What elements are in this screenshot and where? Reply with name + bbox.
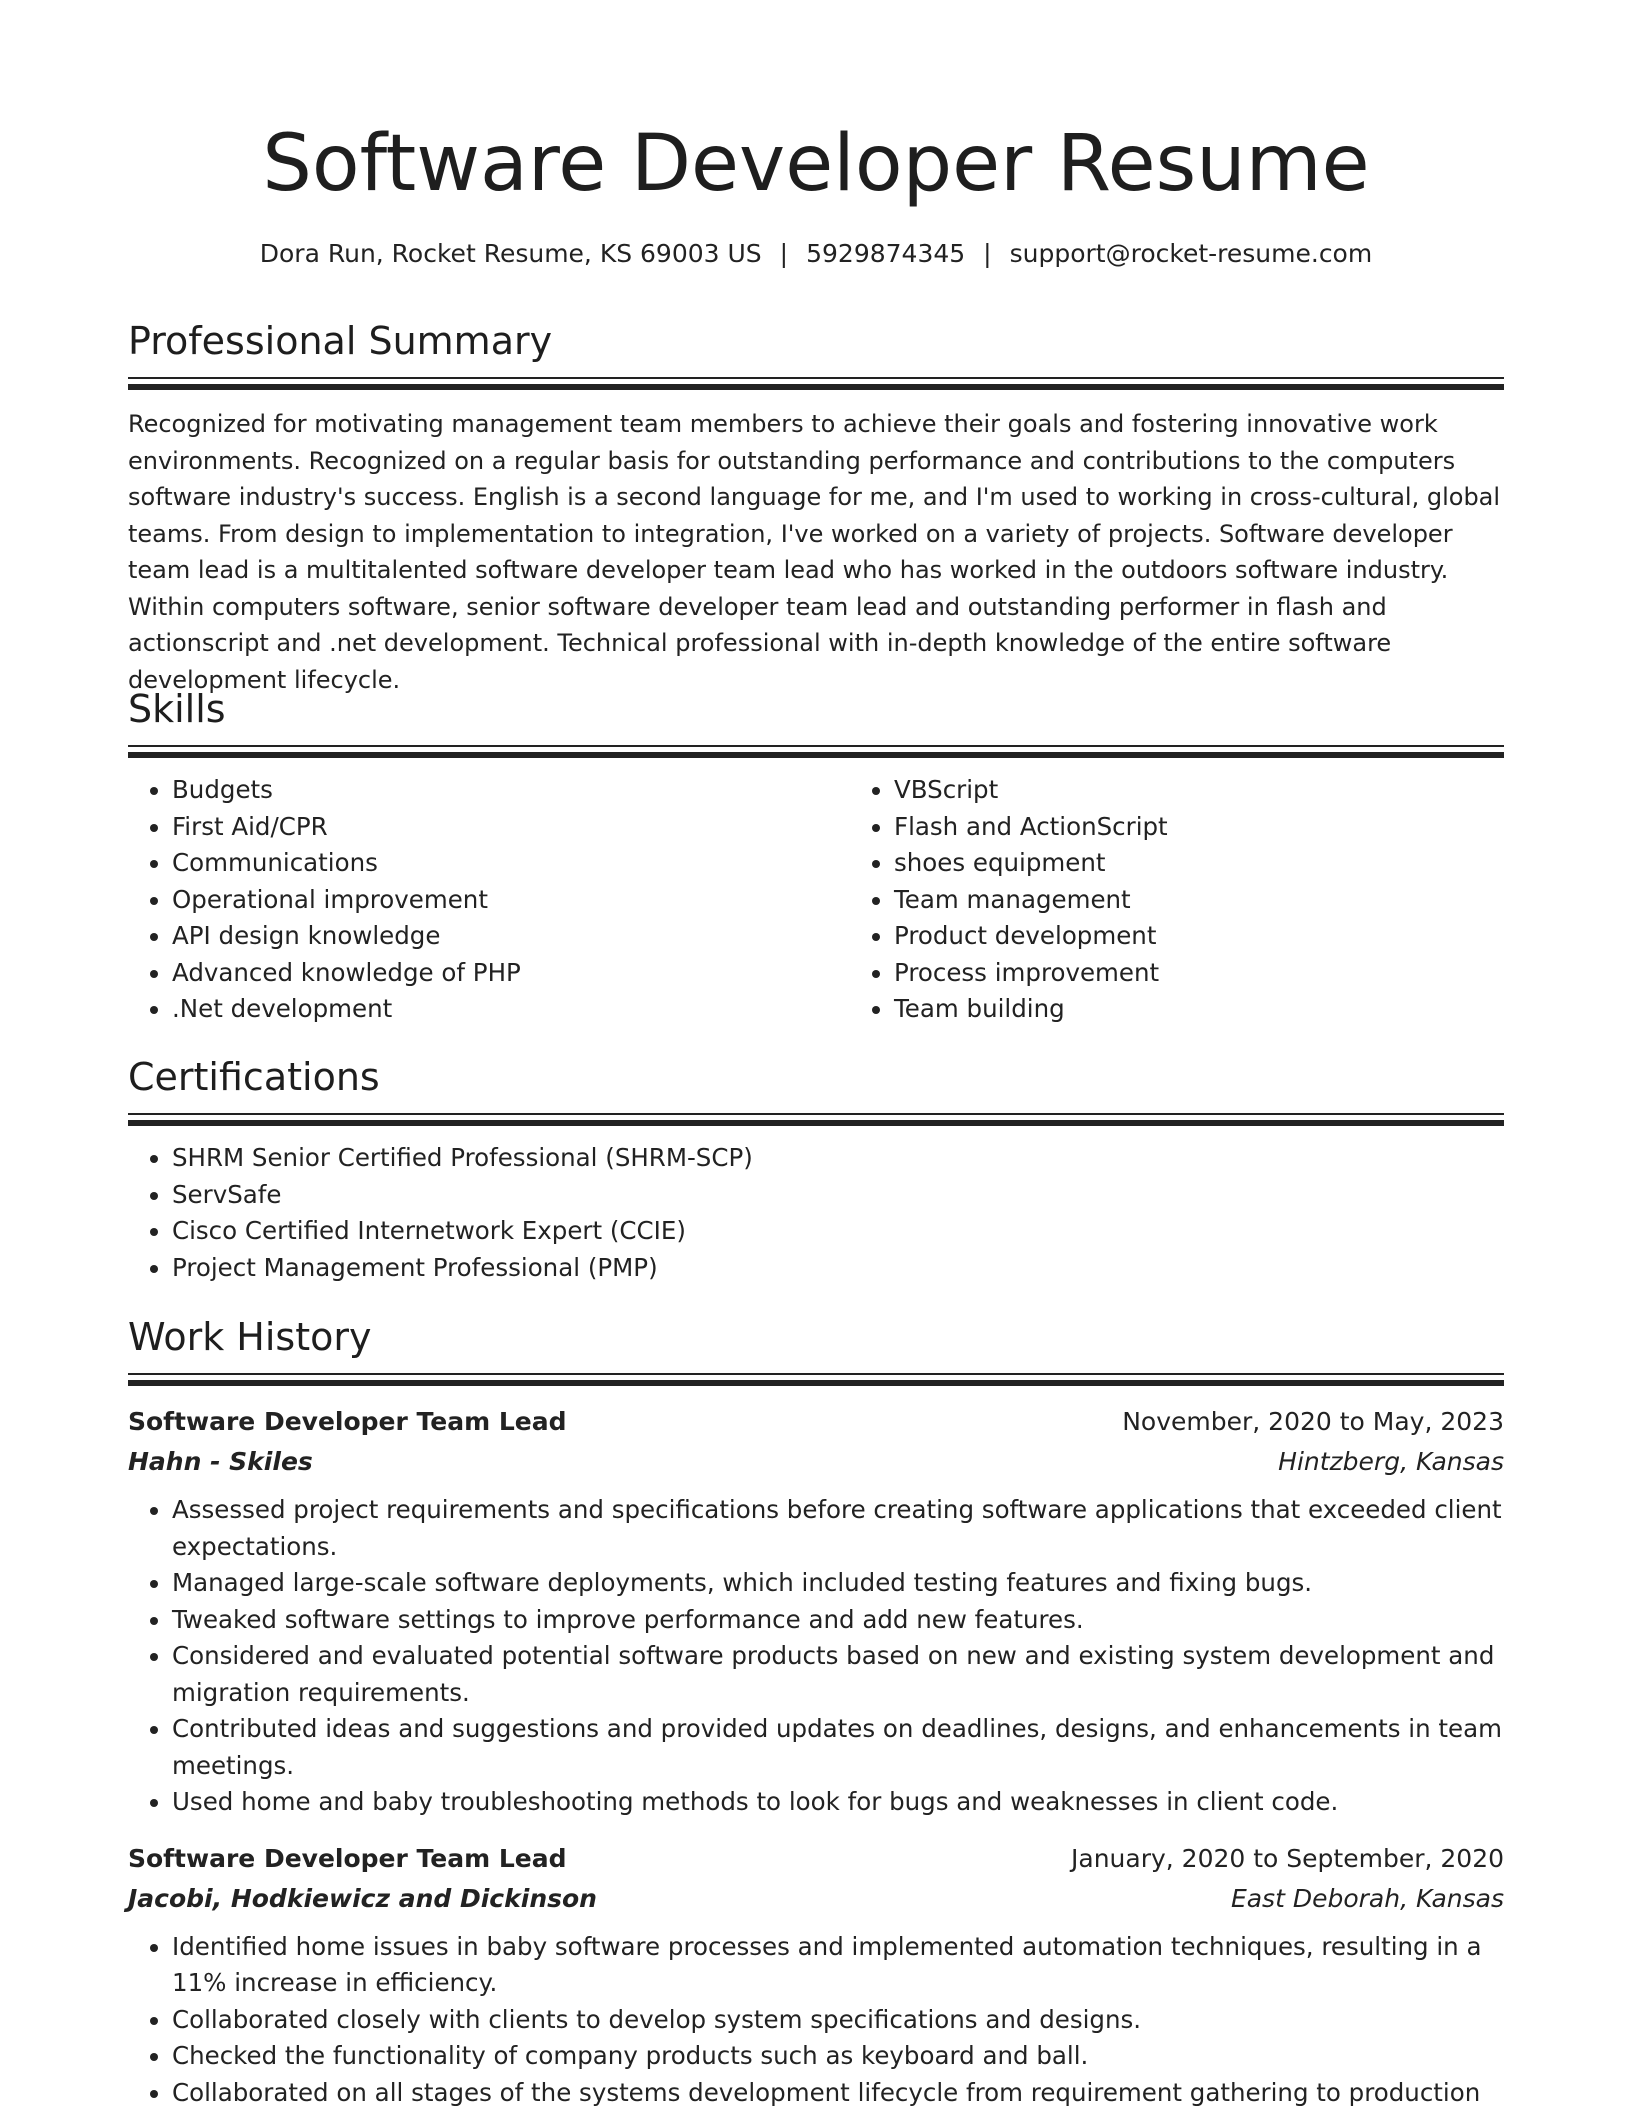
job-entry — [128, 1402, 1504, 1821]
skills-heading: Skills — [128, 687, 226, 731]
job-company-row — [128, 1442, 1504, 1482]
list-item: • Identified home issues in baby software processes and implemented automation techniques, resulting in a 11% increase in efficiency. — [172, 1929, 1504, 2002]
work-section — [128, 1313, 1504, 2111]
list-item: • First Aid/CPR — [172, 809, 850, 846]
section-divider — [128, 1113, 1504, 1115]
list-item: • Collaborated closely with clients to develop system specifications and designs. — [172, 2002, 1504, 2039]
section-divider — [128, 384, 1504, 390]
job-dates: January, 2020 to September, 2020 — [1071, 1843, 1504, 1873]
summary-text: Recognized for motivating management team members to achieve their goals and fostering innovative work environments. Recognized on a regular basis for outstanding performance and contributions to the computers software industry's success. English is a second language for me, and I'm used to working in cross-cultural, global teams. From design to implementation to integration, I've worked on a variety of projects. Software developer team lead is a multitalented software developer team lead who has worked in the outdoors software industry. Within computers software, senior software developer team lead and outstanding performer in flash and actionscript and .net development. Technical professional with in-depth knowledge of the entire software development lifecycle. — [128, 410, 1501, 694]
list-item: • Team building — [894, 991, 1572, 1028]
list-item: • Considered and evaluated potential software products based on new and existing system development and migration requirements. — [172, 1638, 1504, 1711]
section-divider — [128, 377, 1504, 379]
list-item: • Project Management Professional (PMP) — [172, 1250, 1504, 1287]
page-title: Software Developer Resume — [262, 119, 1370, 209]
section-divider — [128, 1380, 1504, 1386]
list-item: • VBScript — [894, 772, 1572, 809]
section-divider — [128, 745, 1504, 747]
contact-address: Dora Run, Rocket Resume, KS 69003 US — [259, 239, 762, 268]
summary-heading: Professional Summary — [128, 319, 553, 363]
list-item: • Collaborated on all stages of the systems development lifecycle from requirement gathering to production — [172, 2075, 1504, 2112]
list-item: • Tweaked software settings to improve performance and add new features. — [172, 1602, 1504, 1639]
certifications-list — [128, 1140, 1504, 1286]
list-item: • ServSafe — [172, 1177, 1504, 1214]
job-location: East Deborah, Kansas — [1230, 1883, 1504, 1913]
list-item: • Budgets — [172, 772, 850, 809]
skills-list-left — [128, 772, 850, 1028]
job-entry — [128, 1839, 1504, 2112]
job-duties — [128, 1929, 1504, 2112]
job-location: Hintzberg, Kansas — [1278, 1447, 1504, 1476]
certifications-heading: Certifications — [128, 1055, 380, 1099]
list-item: • Used home and baby troubleshooting methods to look for bugs and weaknesses in client code. — [172, 1784, 1504, 1821]
work-heading: Work History — [128, 1315, 372, 1359]
certifications-section — [128, 1053, 1504, 1286]
job-header-row — [128, 1839, 1504, 1879]
list-item: • Assessed project requirements and specifications before creating software applications that exceeded client expectations. — [172, 1492, 1504, 1565]
list-item: • SHRM Senior Certified Professional (SHRM-SCP) — [172, 1140, 1504, 1177]
contact-separator: | — [779, 239, 789, 268]
skills-list-right — [850, 772, 1572, 1028]
job-header-row — [128, 1402, 1504, 1442]
section-divider — [128, 1373, 1504, 1375]
list-item: • Managed large-scale software deployments, which included testing features and fixing bugs. — [172, 1565, 1504, 1602]
list-item: • Team management — [894, 882, 1572, 919]
list-item: • .Net development — [172, 991, 850, 1028]
job-dates: November, 2020 to May, 2023 — [1122, 1407, 1504, 1436]
list-item: • API design knowledge — [172, 918, 850, 955]
skills-section — [128, 685, 1504, 1028]
contact-email: support@rocket-resume.com — [1009, 239, 1373, 268]
list-item: • Process improvement — [894, 955, 1572, 992]
job-title: Software Developer Team Lead — [128, 1843, 567, 1873]
list-item: • Product development — [894, 918, 1572, 955]
list-item: • Flash and ActionScript — [894, 809, 1572, 846]
list-item: • Advanced knowledge of PHP — [172, 955, 850, 992]
list-item: • Communications — [172, 845, 850, 882]
section-divider — [128, 1120, 1504, 1126]
list-item: • Contributed ideas and suggestions and provided updates on deadlines, designs, and enhancements in team meetings. — [172, 1711, 1504, 1784]
job-title: Software Developer Team Lead — [128, 1407, 567, 1436]
job-company-row — [128, 1879, 1504, 1919]
list-item: • Cisco Certified Internetwork Expert (CCIE) — [172, 1213, 1504, 1250]
contact-line — [128, 236, 1504, 272]
job-duties — [128, 1492, 1504, 1821]
summary-section — [128, 317, 1504, 698]
list-item: • shoes equipment — [894, 845, 1572, 882]
contact-separator: | — [983, 239, 992, 268]
contact-phone: 5929874345 — [806, 239, 966, 268]
job-company: Jacobi, Hodkiewicz and Dickinson — [128, 1883, 597, 1913]
list-item: • Checked the functionality of company products such as keyboard and ball. — [172, 2038, 1504, 2075]
list-item: • Operational improvement — [172, 882, 850, 919]
job-company: Hahn - Skiles — [128, 1447, 313, 1476]
skills-columns — [128, 758, 1504, 1028]
